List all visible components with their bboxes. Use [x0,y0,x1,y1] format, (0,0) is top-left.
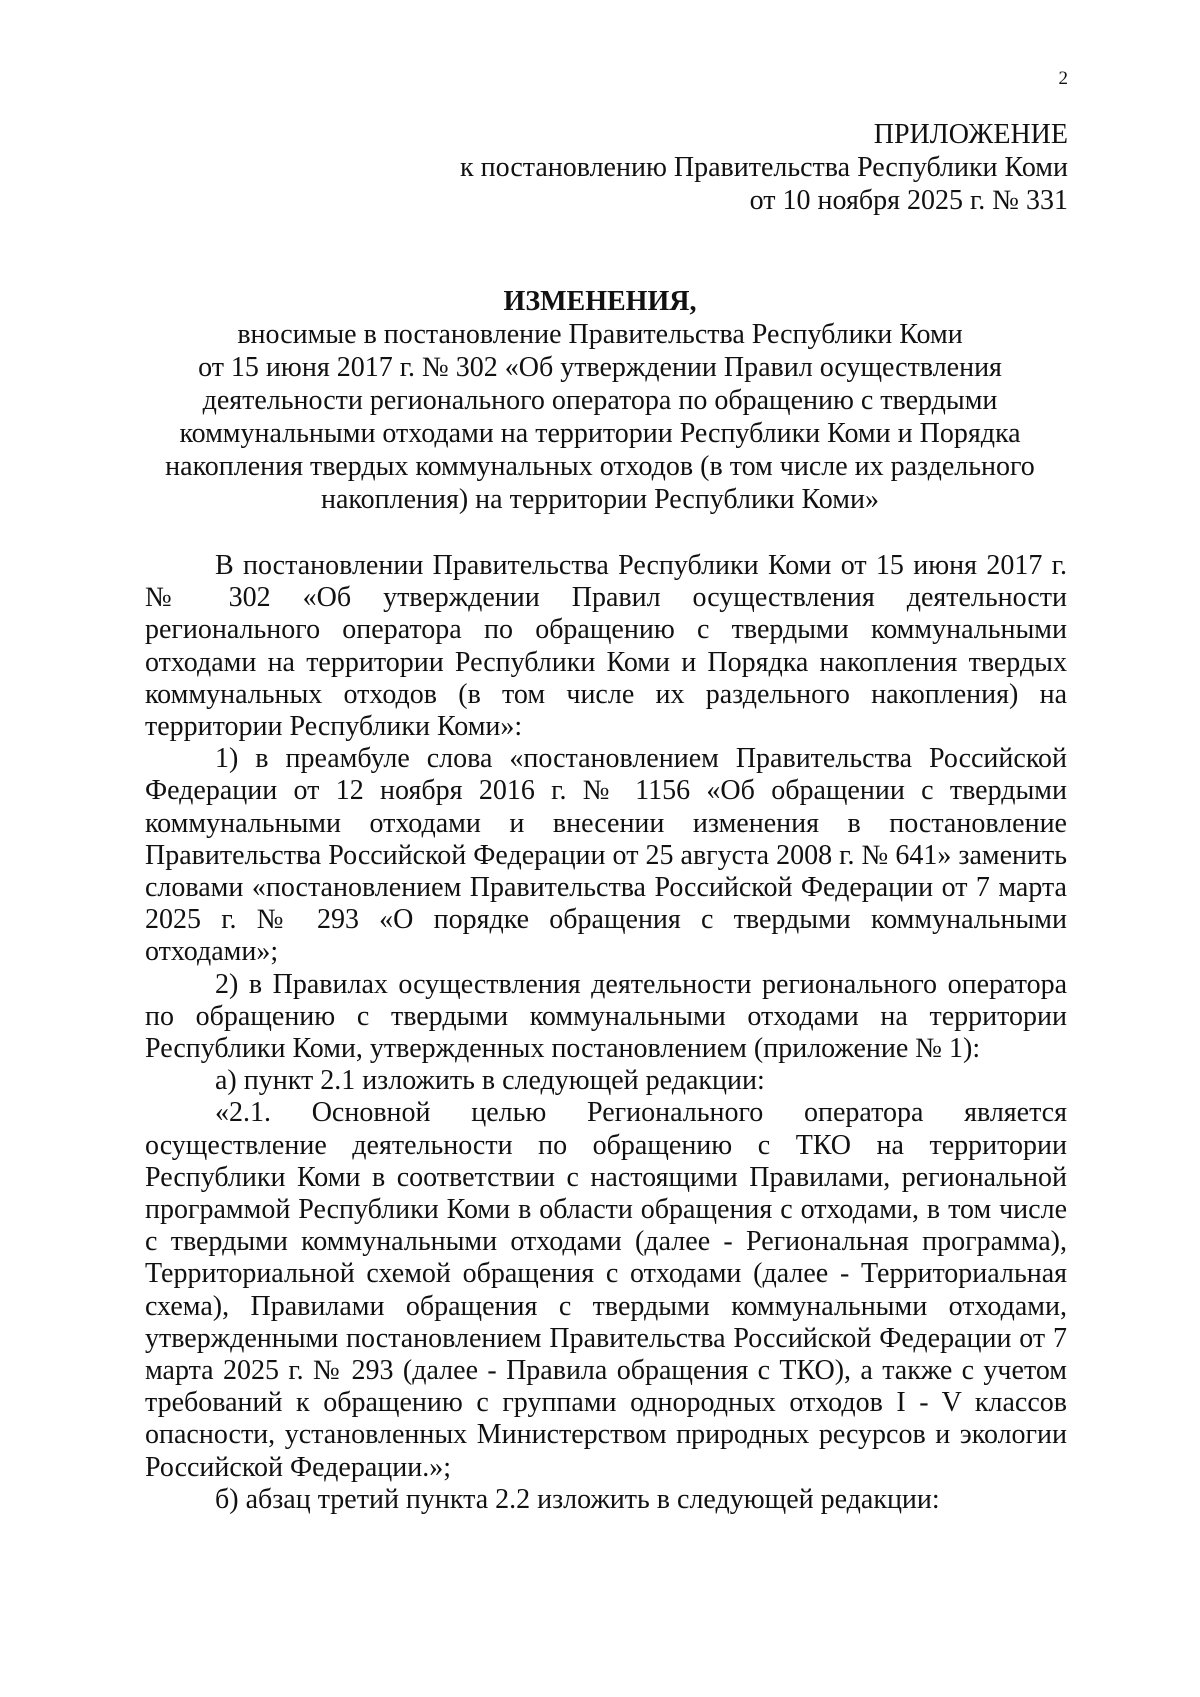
document-title [0,285,1200,516]
title-line: коммунальными отходами на территории Республики Коми и Порядка [179,418,1021,449]
body-paragraph-intro: В постановлении Правительства Республики Коми от 15 июня 2017 г. № 302 «Об утверждении Правил осуществления деятельности регионального оператора по обращению с твердыми коммунальными отходами на территории Республики Коми и Порядка накопления твердых коммунальных отходов (в том числе их раздельного накопления) на территории Республики Коми»: [145,550,1067,743]
body-paragraph-item-b: б) абзац третий пункта 2.2 изложить в следующей редакции: [215,1483,940,1515]
title-heading: ИЗМЕНЕНИЯ, [503,286,697,317]
document-body [145,550,1067,1516]
appendix-block [460,118,1068,217]
title-line: накопления) на территории Республики Коми» [321,484,879,515]
body-paragraph-clause-2-1: «2.1. Основной целью Регионального оператора является осуществление деятельности по обращению с ТКО на территории Республики Коми в соответствии с настоящими Правилами, региональной программой Республики Коми в области обращения с отходами, в том числе с твердыми коммунальными отходами (далее - Региональная программа), Территориальной схемой обращения с отходами (далее - Территориальная схема), Правилами обращения с твердыми коммунальными отходами, утвержденными постановлением Правительства Российской Федерации от 7 марта 2025 г. № 293 (далее - Правила обращения с ТКО), а также с учетом требований к обращению с группами однородных отходов I - V классов опасности, установленных Министерством природных ресурсов и экологии Российской Федерации.»; [145,1097,1067,1483]
page-number: 2 [1058,68,1068,89]
appendix-date: от 10 ноября 2025 г. № 331 [749,185,1068,216]
appendix-title: ПРИЛОЖЕНИЕ [873,119,1068,150]
body-paragraph-item-a: а) пункт 2.1 изложить в следующей редакции: [215,1065,765,1097]
title-line: накопления твердых коммунальных отходов (в том числе их раздельного [165,451,1035,482]
title-line: деятельности регионального оператора по обращению с твердыми [202,385,998,416]
body-paragraph-item-2: 2) в Правилах осуществления деятельности регионального оператора по обращению с твердыми коммунальными отходами на территории Республики Коми, утвержденных постановлением (приложение № 1): [145,968,1067,1065]
body-paragraph-item-1: 1) в преамбуле слова «постановлением Правительства Российской Федерации от 12 ноября 2016 г. № 1156 «Об обращении с твердыми коммунальными отходами и внесении изменения в постановление Правительства Российской Федерации от 25 августа 2008 г. № 641» заменить словами «постановлением Правительства Российской Федерации от 7 марта 2025 г. № 293 «О порядке обращения с твердыми коммунальными отходами»; [145,743,1067,968]
title-line: от 15 июня 2017 г. № 302 «Об утверждении Правил осуществления [198,352,1002,383]
title-line: вносимые в постановление Правительства Республики Коми [237,319,963,350]
appendix-reference: к постановлению Правительства Республики Коми [460,152,1068,183]
